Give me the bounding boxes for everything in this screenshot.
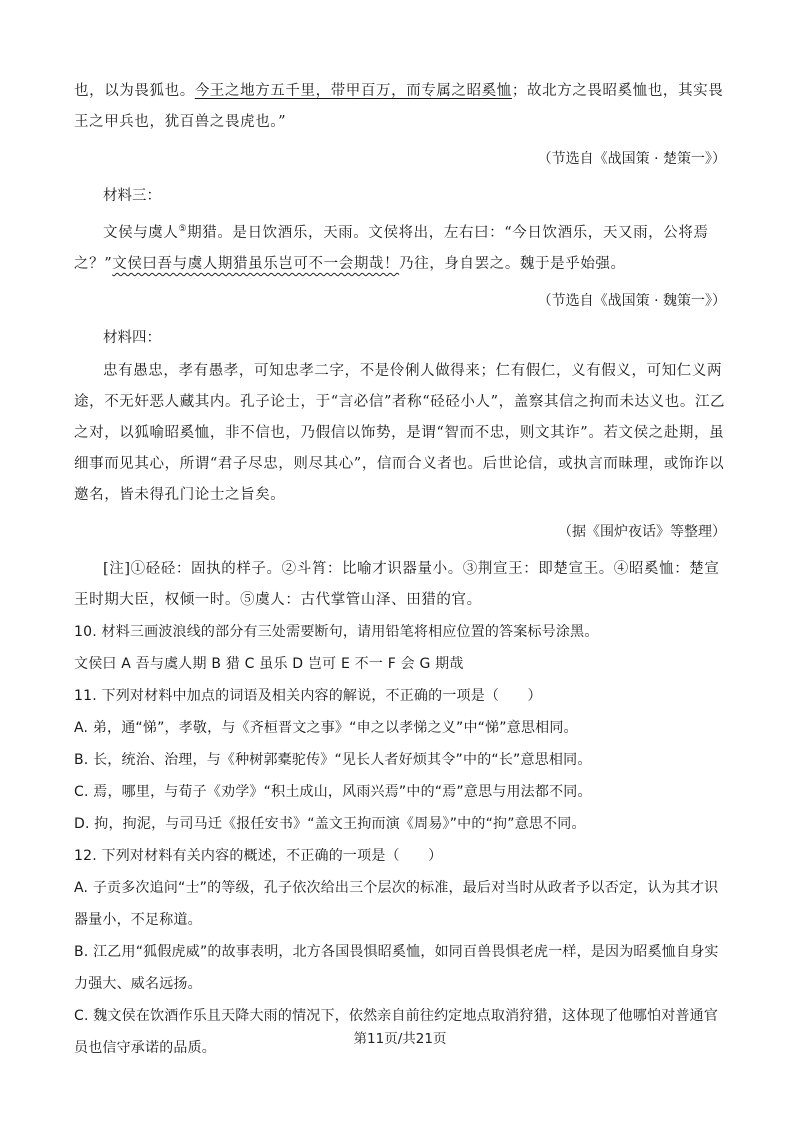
question-11-option-a: A. 弟，通“悌”，孝敬，与《齐桓晋文之事》“申之以孝悌之义”中“悌”意思相同。 [74,719,578,736]
text-segment: 文侯与虞人 [103,224,179,241]
material-four-text: 忠有愚忠，孝有愚孝，可知忠孝二字，不是伶俐人做得来；仁有假仁，义有假义，可知仁义两途，不无奸恶人藏其内。孔子论士，于“言必信”者称“硁硁小人”，盖察其信之拘而未达义也。江乙之对，以狐喻昭奚恤，非不信也，乃假信以饰势，是谓“智而不忠，则文其诈”。若文侯之赴期，虽细事而见其心，所谓“君子尽忠，则尽其心”，信而合义者也。后世论信，或执言而昧理，或饰诈以邀名，皆未得孔门论士之旨矣。 [74,362,726,503]
page-footer: 第11页/共21页 [353,1031,447,1047]
question-11-option-b: B. 长，统治、治理，与《种树郭橐驼传》“见长人者好烦其令”中的“长”意思相同。 [74,751,592,768]
source-citation: （节选自《战国策 · 魏策一》） [537,292,726,309]
question-12-option-b: B. 江乙用“狐假虎威”的故事表明，北方各国畏惧昭奚恤，如同百兽畏惧老虎一样，是因为昭奚恤自身实力强大、威名远扬。 [74,943,719,992]
question-11-option-c: C. 焉，哪里，与荀子《劝学》“积土成山，风雨兴焉”中的“焉”意思与用法都不同。 [74,783,592,800]
text-segment: 也，以为畏狐也。 [74,83,195,99]
text-segment: 期猎。是日饮酒乐，天雨。文侯将出，左右曰：“今日饮酒乐，天又雨，公将焉之？” [74,224,709,272]
question-12: 12. 下列对材料有关内容的概述，不正确的一项是（ ） [74,847,443,864]
source-citation: （节选自《战国策 · 楚策一》） [537,151,726,167]
underlined-sentence: 今王之地方五千里，带甲百万，而专属之昭奚恤 [194,83,512,99]
material-three-text [74,214,726,280]
question-12-option-a: A. 子贡多次追问“士”的等级，孔子依次给出三个层次的标准，最后对当时从政者予以否定，认为其才识器量小，不足称道。 [74,879,719,928]
question-10: 10. 材料三画波浪线的部分有三处需要断句，请用铅笔将相应位置的答案标号涂黑。 [74,623,599,640]
question-10-sentence: 文侯曰 A 吾与虞人期 B 猎 C 虽乐 D 岂可 E 不一 F 会 G 期哉 [74,655,464,672]
source-citation: （据《围炉夜话》等整理） [558,523,726,540]
material-four-label: 材料四： [103,329,161,346]
footnote-mark: ⑤ [178,224,188,234]
question-11-option-d: D. 拘，拘泥，与司马迁《报任安书》“盖文王拘而演《周易》”中的“拘”意思不同。 [74,815,586,832]
text-segment: ；故北方之畏昭奚恤也，其实畏王之甲兵也，犹百兽之畏虎也。” [74,83,724,130]
question-12-option-c: C. 魏文侯在饮酒作乐且天降大雨的情况下，依然亲自前往约定地点取消狩猎，这体现了他哪怕对普通官员也信守承诺的品质。 [74,1007,719,1056]
annotation-notes: [注]①硁硁：固执的样子。②斗筲：比喻才识器量小。③荆宣王：即楚宣王。④昭奚恤：楚宣王时期大臣，权倾一时。⑤虞人：古代掌管山泽、田猎的官。 [74,560,720,608]
question-11: 11. 下列对材料中加点的词语及相关内容的解说，不正确的一项是（ ） [74,687,542,704]
material-two-tail [74,76,726,138]
wavy-underlined-sentence: 文侯曰吾与虞人期猎虽乐岂可不一会期哉！ [112,255,400,272]
text-segment: 乃往，身自罢之。魏于是乎始强。 [399,255,626,272]
material-three-label: 材料三： [103,188,161,204]
